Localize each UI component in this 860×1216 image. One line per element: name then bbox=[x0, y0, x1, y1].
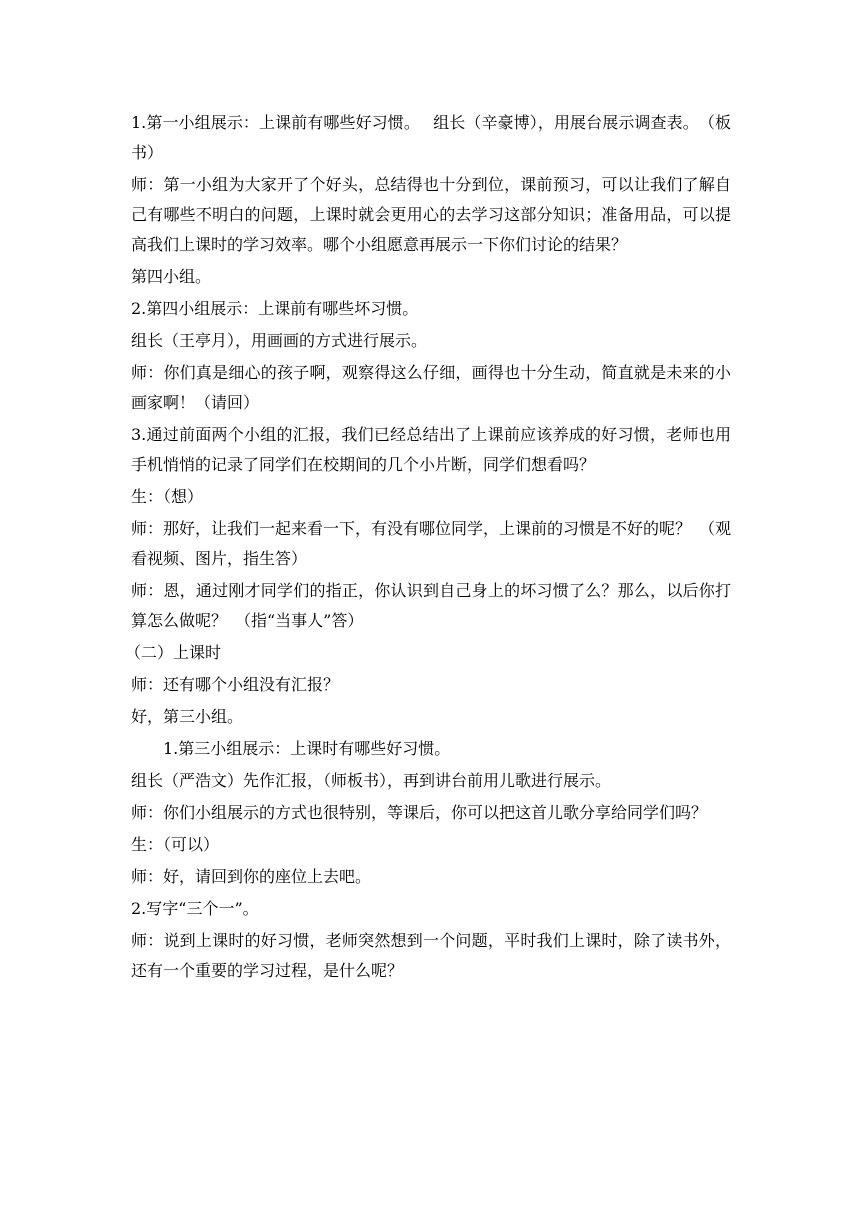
paragraph-teacher-instruction: 师：好，请回到你的座位上去吧。 bbox=[131, 867, 372, 886]
paragraph-student-reply-1: 生：（想） bbox=[131, 487, 204, 506]
paragraph-teacher-question-1: 师：那好，让我们一起来看一下，有没有哪位同学，上课前的习惯是不好的呢？ （观看视频、图片，指生答） bbox=[131, 519, 732, 568]
paragraph-group3-leader: 组长（严浩文）先作汇报，（师板书），再到讲台前用儿歌进行展示。 bbox=[131, 771, 612, 790]
paragraph-group3-call: 好，第三小组。 bbox=[131, 707, 244, 726]
paragraph-group4-leader: 组长（王亭月），用画画的方式进行展示。 bbox=[131, 331, 428, 350]
paragraph-writing-three-ones: 2.写字“三个一”。 bbox=[131, 899, 259, 918]
paragraph-teacher-comment-3: 师：你们小组展示的方式也很特别，等课后，你可以把这首儿歌分享给同学们吗？ bbox=[131, 803, 708, 822]
paragraph-student-reply-2: 生：（可以） bbox=[131, 835, 220, 854]
paragraph-teacher-question-4: 师：说到上课时的好习惯，老师突然想到一个问题，平时我们上课时，除了读书外，还有一个重要的学习过程，是什么呢？ bbox=[131, 931, 731, 980]
paragraph-group3-display: 1.第三小组展示：上课时有哪些好习惯。 bbox=[163, 739, 451, 758]
paragraph-teacher-question-3: 师：还有哪个小组没有汇报？ bbox=[131, 675, 340, 694]
paragraph-teacher-comment-1: 师：第一小组为大家开了个好头，总结得也十分到位，课前预习，可以让我们了解自己有哪些不明白的问题，上课时就会更用心的去学习这部分知识；准备用品，可以提高我们上课时的学习效率。哪个小组愿意再展示一下你们讨论的结果？ bbox=[131, 175, 731, 254]
paragraph-group1-display: 1.第一小组展示：上课前有哪些好习惯。 组长（辛豪博），用展台展示调查表。 （板书） bbox=[131, 113, 731, 162]
paragraph-summary-video: 3.通过前面两个小组的汇报，我们已经总结出了上课前应该养成的好习惯，老师也用手机悄悄的记录了同学们在校期间的几个小片断，同学们想看吗？ bbox=[131, 425, 731, 474]
section-heading-in-class: （二）上课时 bbox=[125, 643, 222, 662]
paragraph-group4-call: 第四小组。 bbox=[131, 267, 212, 286]
paragraph-group4-display: 2.第四小组展示：上课前有哪些坏习惯。 bbox=[131, 299, 419, 318]
paragraph-teacher-comment-2: 师：你们真是细心的孩子啊，观察得这么仔细，画得也十分生动，简直就是未来的小画家啊！（请回） bbox=[131, 363, 731, 412]
document-body bbox=[125, 108, 732, 988]
paragraph-teacher-question-2: 师：恩，通过刚才同学们的指正，你认识到自己身上的坏习惯了么？那么，以后你打算怎么做呢？ （指“当事人”答） bbox=[131, 581, 731, 630]
